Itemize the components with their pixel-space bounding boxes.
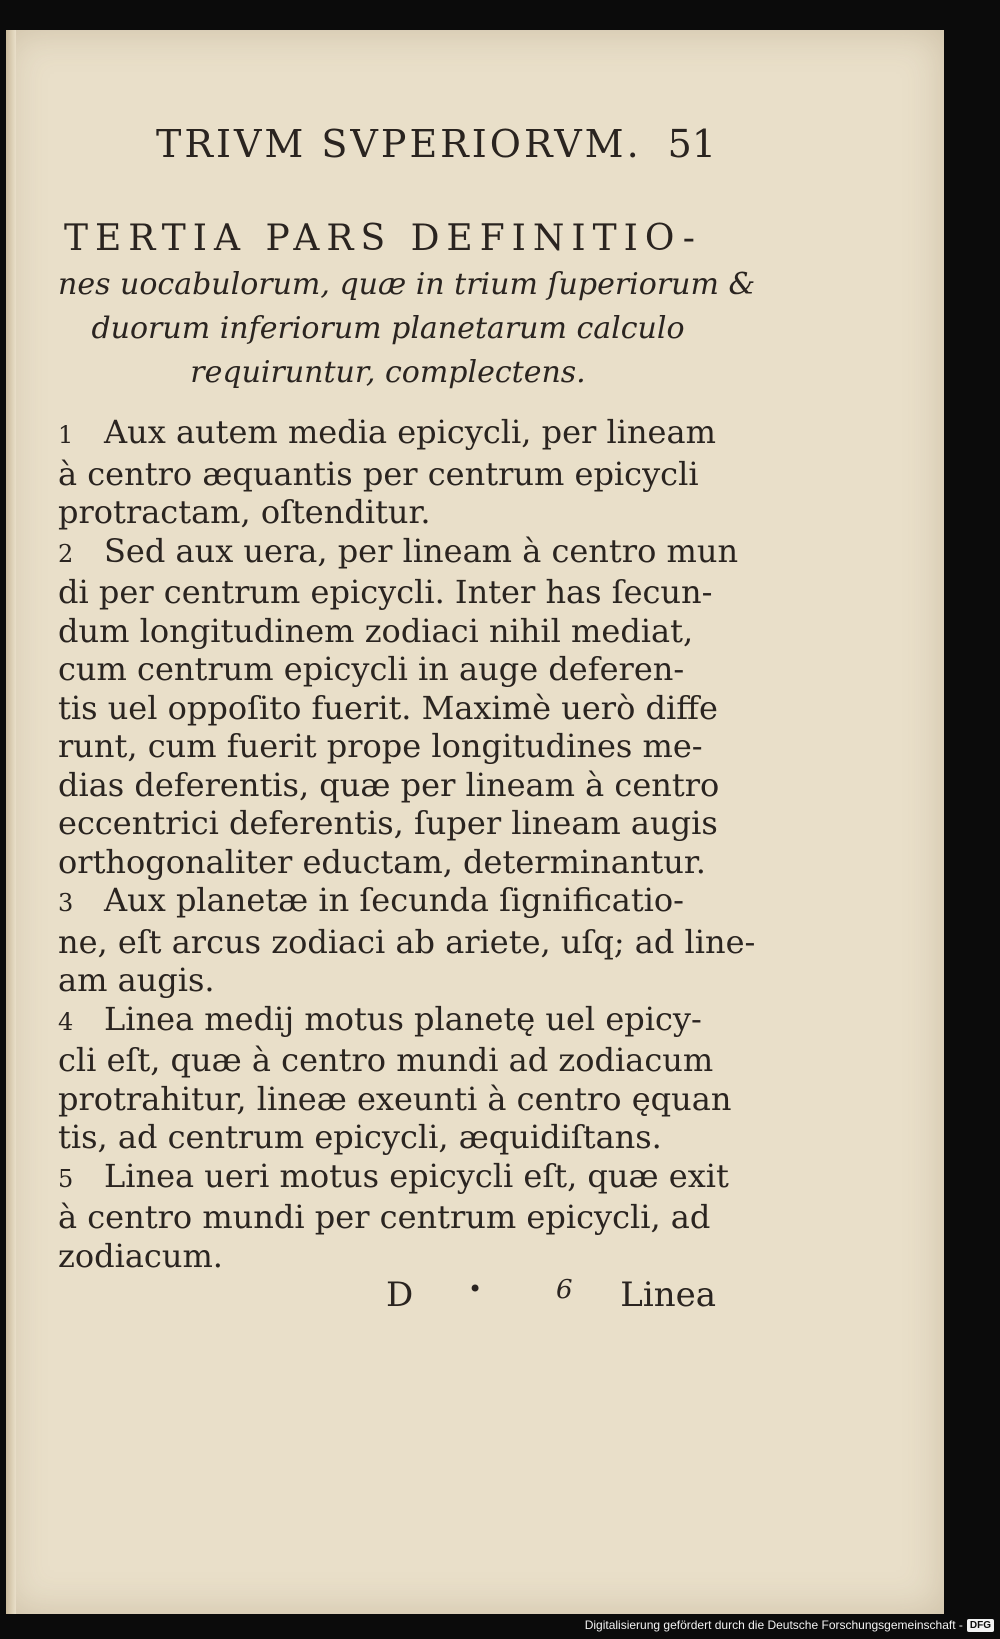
section-subtitle [58,263,756,395]
paragraph-5 [58,1156,729,1276]
page-gutter [6,30,16,1614]
paragraph-line: dum longitudinem zodiaci nihil mediat, [58,611,694,650]
paragraph-number: 2 [58,539,74,568]
paragraph-line: di per centrum epicycli. Inter has ſecun- [58,573,713,611]
paragraph-line: cli eſt, quæ à centro mundi ad zodiacum [58,1041,714,1079]
paragraph-line: Aux autem media epicycli, per lineam [104,413,716,451]
paragraph-line: tis uel oppoſito fuerit. Maximè uerò diffe [58,688,718,727]
paragraph-2 [58,531,739,882]
paragraph-number: 4 [58,1007,74,1036]
paragraph-3 [58,881,756,1000]
text-block [58,190,756,1275]
paragraph-line: cum centrum epicycli in auge deferen- [58,650,685,688]
subtitle-line: duorum inferiorum planetarum calculo [91,311,685,346]
paragraph-line: eccentrici deferentis, ſuper lineam augis [58,804,718,842]
signature-mark: D [386,1275,414,1315]
paragraph-line: tis, ad centrum epicycli, æquidiſtans. [58,1118,662,1156]
paragraph-line: protractam, oſtenditur. [58,493,431,531]
paragraph-line: protrahitur, lineæ exeunti à centro ęquan [58,1079,732,1118]
paragraph-number: 3 [58,889,74,917]
paragraph-4 [58,999,732,1157]
paragraph-number: 1 [58,421,74,449]
paragraph-line: am augis. [58,961,215,999]
signature-dot: • [468,1275,483,1303]
paragraph-line: Sed aux uera, per lineam à centro mun [104,531,739,570]
digitization-credit [585,1614,994,1636]
paragraph-line: à centro mundi per centrum epicycli, ad [58,1198,711,1236]
page-header [156,122,716,182]
catchword-number: 6 [556,1275,573,1305]
paragraph-line: runt, cum fuerit prope longitudines me- [58,727,703,765]
book-page [6,30,944,1614]
paragraph-line: Linea medij motus planetę uel epicy- [104,999,702,1038]
paragraph-line: dias deferentis, quæ per lineam à centro [58,765,720,804]
running-head: TRIVM SVPERIORVM. [156,122,642,166]
paragraph-line: à centro æquantis per centrum epicycli [58,454,699,493]
catchword-line [386,1275,716,1315]
section-title: TERTIA PARS DEFINITIO- [64,218,702,259]
paragraph-1 [58,413,718,532]
paragraph-line: Aux planetæ in ſecunda ſignificatio- [104,881,684,919]
credit-text: Digitalisierung gefördert durch die Deutsche Forschungsgemeinschaft - [584,1618,963,1632]
page-number: 51 [667,122,716,166]
catchword: Linea [620,1275,716,1315]
paragraph-number: 5 [58,1164,74,1193]
paragraph-line: zodiacum. [58,1236,223,1275]
paragraph-line: Linea ueri motus epicycli eſt, quæ exit [104,1156,729,1195]
paragraph-line: orthogonaliter eductam, determinantur. [58,842,706,881]
subtitle-line: nes uocabulorum, quæ in trium ſuperiorum & [58,267,756,302]
dfg-logo: DFG [967,1619,994,1632]
subtitle-line: requiruntur, complectens. [190,355,586,390]
paragraph-line: ne, eſt arcus zodiaci ab ariete, uſq; ad line- [58,922,756,961]
